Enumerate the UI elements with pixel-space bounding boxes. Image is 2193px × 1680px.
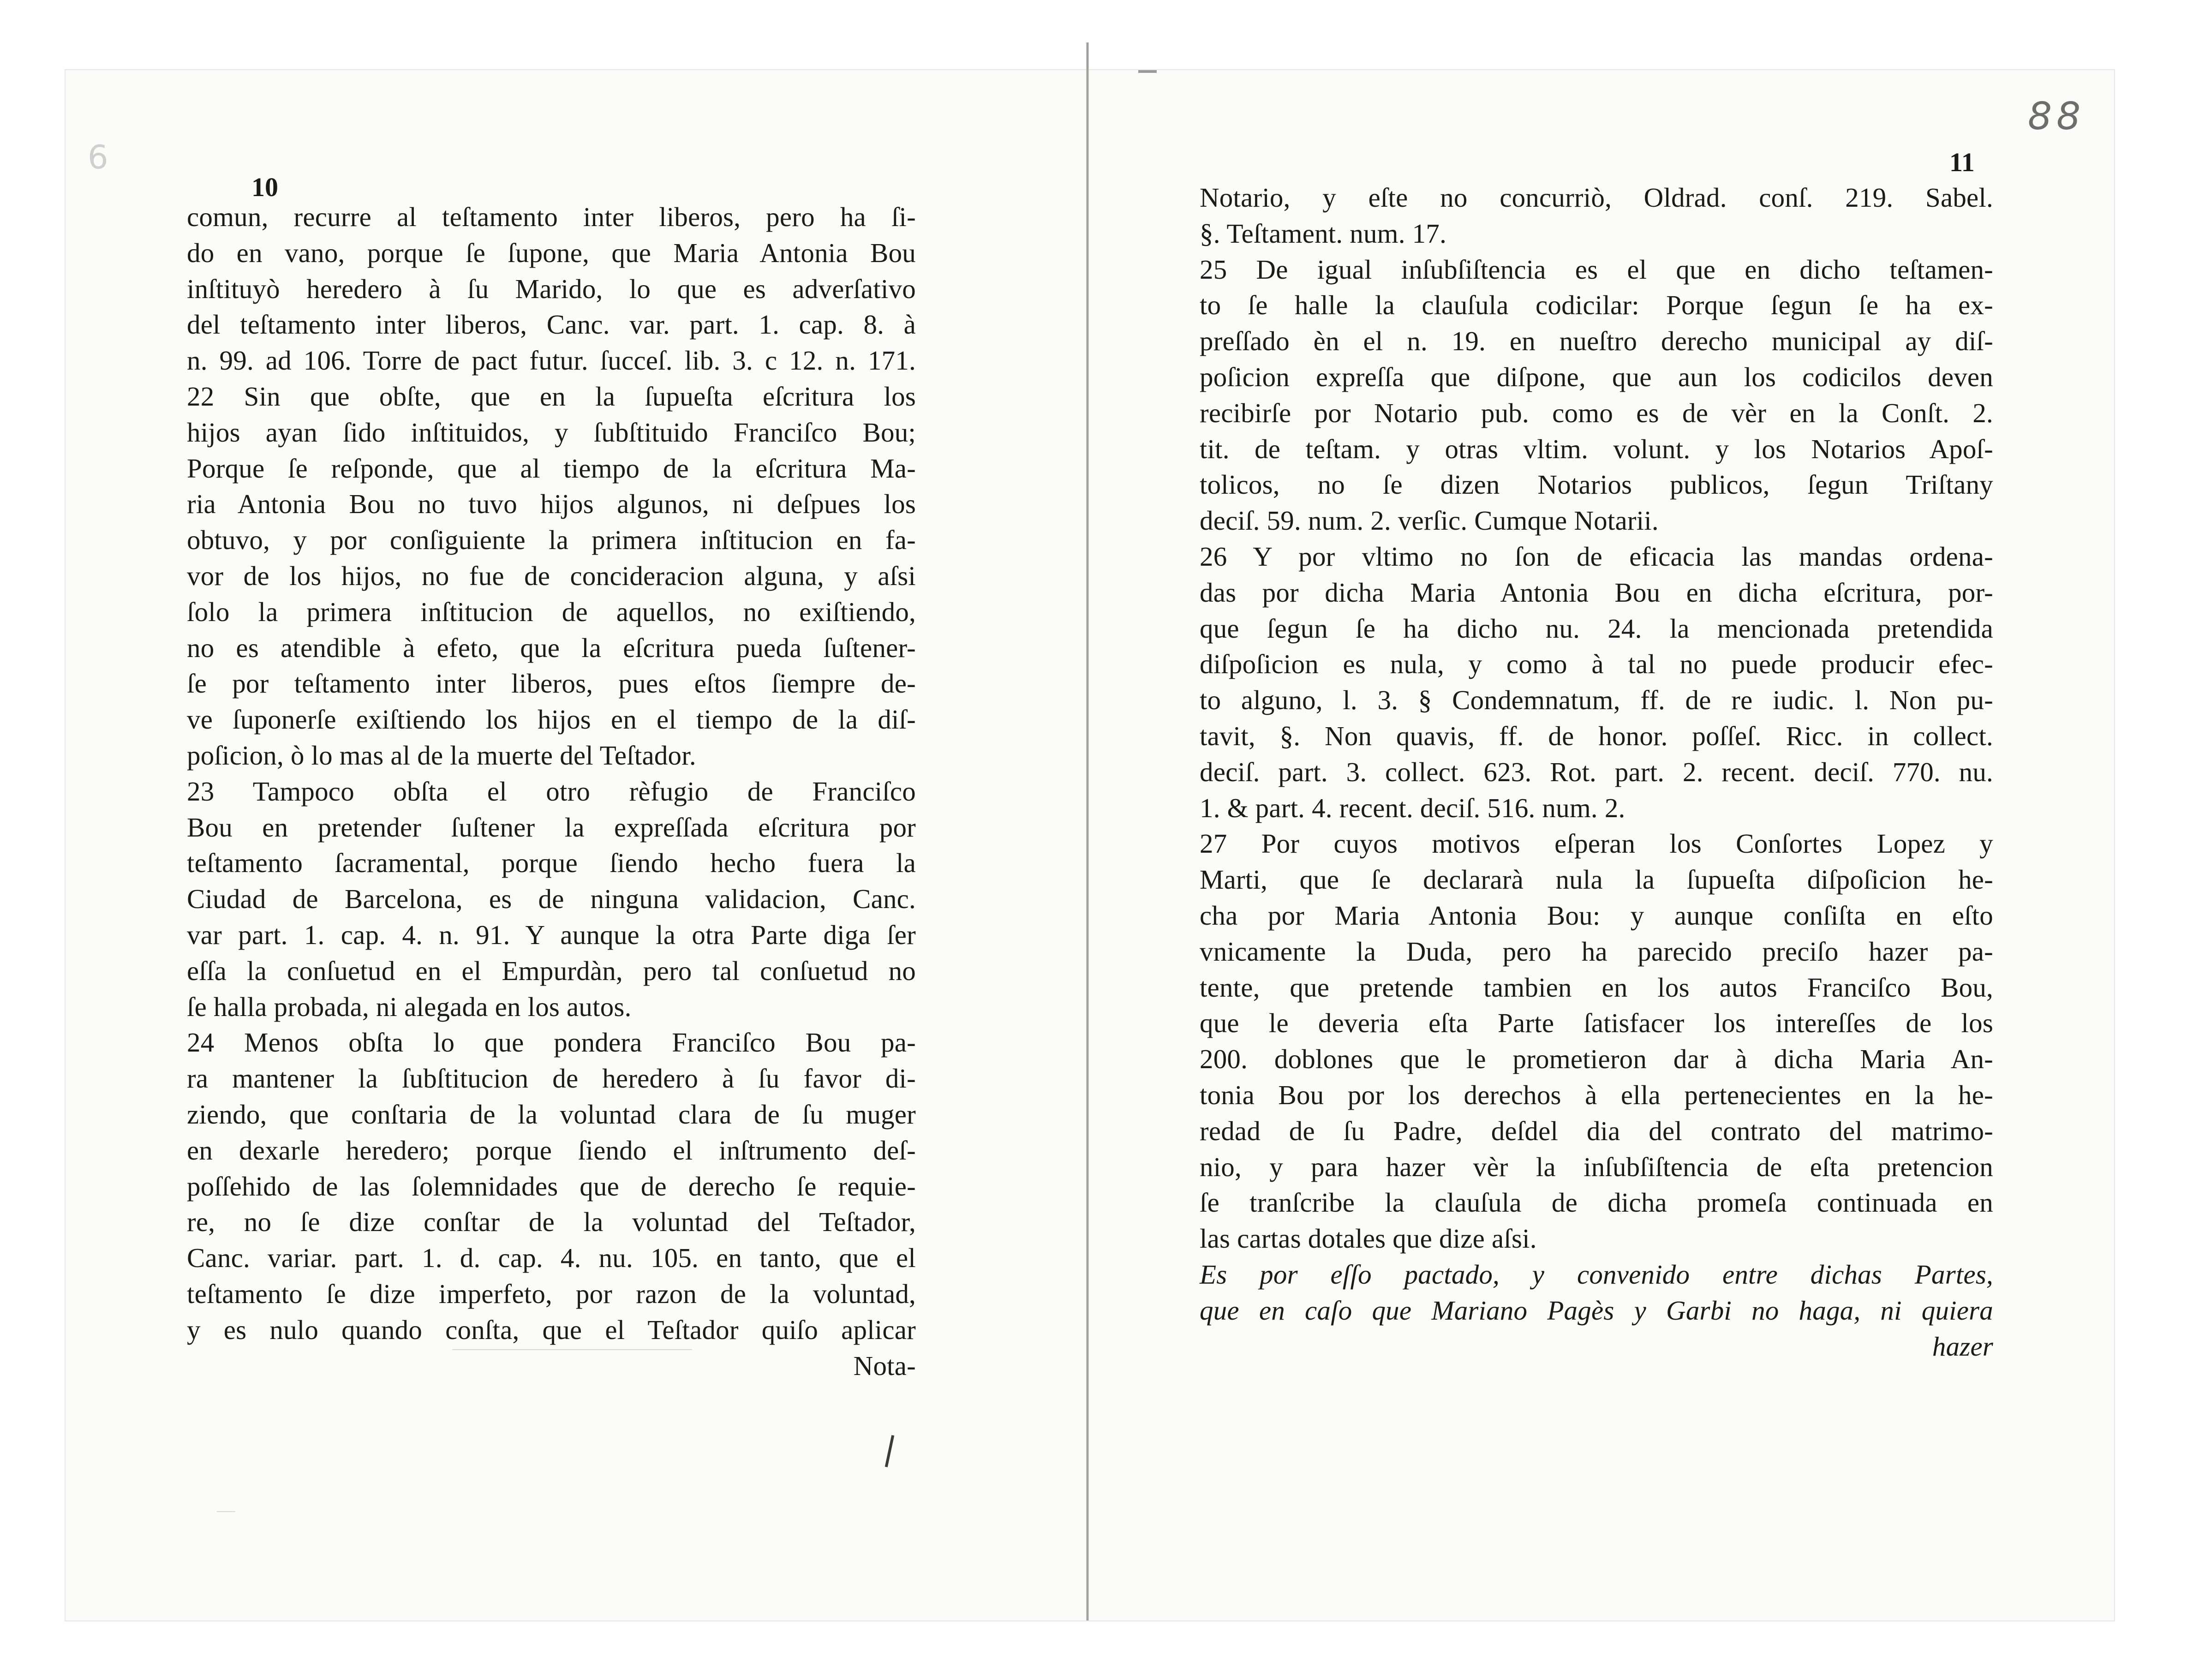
right-line-21: cha por Maria Antonia Bou: y aunque conſiſta en eſto [1200,900,1993,931]
left-line-30: Canc. variar. part. 1. d. cap. 4. nu. 105. en tanto, que el [187,1243,916,1273]
right-line-25: 200. doblones que le prometieron dar à dicha Maria An- [1200,1044,1993,1075]
handwritten-folio-number: 88 [2028,95,2085,138]
right-line-23: tente, que pretende tambien en los autos Franciſco Bou, [1200,972,1993,1003]
left-page-number: 10 [251,172,278,202]
right-line-15: to alguno, l. 3. § Condemnatum, ff. de re iudic. l. Non pu- [1200,685,1993,716]
right-page-text [1200,180,1993,1364]
right-line-1: Notario, y eſte no concurriò, Oldrad. conſ. 219. Sabel. [1200,182,1993,213]
right-line-12: das por dicha Maria Antonia Bou en dicha eſcritura, por- [1200,577,1993,608]
right-line-8: tit. de teſtam. y otras vltim. volunt. y los Notarios Apoſ- [1200,433,1993,464]
left-line-5: n. 99. ad 106. Torre de pact futur. ſucceſ. lib. 3. c 12. n. 171. [187,345,916,376]
left-line-1: comun, recurre al teſtamento inter liberos, pero ha ſi- [187,202,916,232]
left-line-6: 22 Sin que obſte, que en la ſupueſta eſcritura los [187,381,916,412]
right-line-19: 27 Por cuyos motivos eſperan los Conſortes Lopez y [1200,828,1993,859]
right-line-9: tolicos, no ſe dizen Notarios publicos, ſegun Triſtany [1200,469,1993,500]
left-line-16: poſicion, ò lo mas al de la muerte del Teſtador. [187,740,696,771]
right-line-27: redad de ſu Padre, deſdel dia del contrato del matrimo- [1200,1115,1993,1146]
left-line-27: en dexarle heredero; porque ſiendo el inſtrumento deſ- [187,1135,916,1166]
left-line-32: y es nulo quando conſta, que el Teſtador quiſo aplicar [187,1314,916,1345]
left-line-26: ziendo, que conſtaria de la voluntad clara de ſu muger [187,1099,916,1130]
right-page-number: 11 [1949,147,1975,177]
right-line-4: to ſe halle la clauſula codicilar: Porque ſegun ſe ha ex- [1200,290,1993,321]
right-line-3: 25 De igual inſubſiſtencia es el que en dicho teſtamen- [1200,254,1993,285]
right-line-18: 1. & part. 4. recent. deciſ. 516. num. 2. [1200,792,1625,823]
left-page-text [187,199,916,1384]
right-line-24: que le deveria eſta Parte ſatisfacer los intereſſes de los [1200,1008,1993,1039]
left-line-20: Ciudad de Barcelona, es de ninguna validacion, Canc. [187,884,916,915]
right-line-16: tavit, §. Non quavis, ff. de honor. poſſeſ. Ricc. in collect. [1200,720,1993,751]
left-line-9: ria Antonia Bou no tuvo hijos algunos, ni deſpues los [187,489,916,520]
right-line-7: recibirſe por Notario pub. como es de vèr en la Conſt. 2. [1200,397,1993,428]
right-line-5: preſſado èn el n. 19. en nueſtro derecho municipal ay diſ- [1200,326,1993,357]
right-line-2: §. Teſtament. num. 17. [1200,218,1447,249]
right-line-6: poſicion expreſſa que diſpone, que aun los codicilos deven [1200,361,1993,392]
right-catchword: hazer [1932,1331,1993,1362]
left-line-28: poſſehido de las ſolemnidades que de derecho ſe requie- [187,1171,916,1202]
left-line-14: ſe por teſtamento inter liberos, pues eſtos ſiempre de- [187,668,916,699]
left-line-19: teſtamento ſacramental, porque ſiendo hecho fuera la [187,848,916,879]
right-line-28: nio, y para hazer vèr la inſubſiſtencia de eſta pretencion [1200,1151,1993,1182]
left-line-10: obtuvo, y por conſiguiente la primera inſtitucion en fa- [187,525,916,556]
left-line-2: do en vano, porque ſe ſupone, que Maria Antonia Bou [187,237,916,268]
gutter-top-mark [1138,70,1157,73]
edge-mark [217,1511,235,1512]
book-gutter [1086,42,1089,1620]
left-line-17: 23 Tampoco obſta el otro rèfugio de Franciſco [187,776,916,807]
right-line-14: diſpoſicion es nula, y como à tal no puede producir efec- [1200,649,1993,680]
right-line-20: Marti, que ſe declararà nula la ſupueſta diſpoſicion he- [1200,864,1993,895]
left-line-12: ſolo la primera inſtitucion de aquellos, no exiſtiendo, [187,596,916,627]
left-line-8: Porque ſe reſponde, que al tiempo de la eſcritura Ma- [187,453,916,484]
left-line-23: ſe halla probada, ni alegada en los autos. [187,991,632,1022]
left-line-25: ra mantener la ſubſtitucion de heredero à ſu favor di- [187,1063,916,1094]
left-line-7: hijos ayan ſido inſtituidos, y ſubſtituido Franciſco Bou; [187,417,916,448]
left-line-24: 24 Menos obſta lo que pondera Franciſco Bou pa- [187,1027,916,1058]
left-line-11: vor de los hijos, no fue de concideracion alguna, y aſsi [187,560,916,591]
left-line-31: teſtamento ſe dize imperfeto, por razon de la voluntad, [187,1278,916,1309]
right-line-17: deciſ. part. 3. collect. 623. Rot. part. 2. recent. deciſ. 770. nu. [1200,756,1993,787]
right-line-13: que ſegun ſe ha dicho nu. 24. la mencionada pretendida [1200,613,1993,644]
left-line-18: Bou en pretender ſuſtener la expreſſada eſcritura por [187,812,916,843]
left-line-21: var part. 1. cap. 4. n. 91. Y aunque la otra Parte diga ſer [187,919,916,950]
right-line-29: ſe tranſcribe la clauſula de dicha promeſa continuada en [1200,1187,1993,1218]
right-line-31: Es por eſſo pactado, y convenido entre dichas Partes, [1200,1259,1993,1290]
left-line-15: ve ſuponerſe exiſtiendo los hijos en el tiempo de la diſ- [187,704,916,735]
left-line-3: inſtituyò heredero à ſu Marido, lo que es adverſativo [187,273,916,304]
faded-ink-mark: 6 [88,138,108,176]
right-line-11: 26 Y por vltimo no ſon de eficacia las mandas ordena- [1200,541,1993,572]
right-line-10: deciſ. 59. num. 2. verſic. Cumque Notarii. [1200,505,1659,536]
left-line-13: no es atendible à efeto, que la eſcritura pueda ſuſtener- [187,632,916,663]
left-catchword: Nota- [853,1350,916,1381]
right-line-22: vnicamente la Duda, pero ha parecido preciſo hazer pa- [1200,936,1993,967]
right-line-26: tonia Bou por los derechos à ella pertenecientes en la he- [1200,1079,1993,1110]
left-line-22: eſſa la conſuetud en el Empurdàn, pero tal conſuetud no [187,955,916,986]
left-line-29: re, no ſe dize conſtar de la voluntad del Teſtador, [187,1207,916,1238]
right-line-30: las cartas dotales que dize aſsi. [1200,1223,1537,1254]
left-line-4: del teſtamento inter liberos, Canc. var. part. 1. cap. 8. à [187,309,916,340]
right-line-32: que en caſo que Mariano Pagès y Garbi no haga, ni quiera [1200,1295,1993,1326]
